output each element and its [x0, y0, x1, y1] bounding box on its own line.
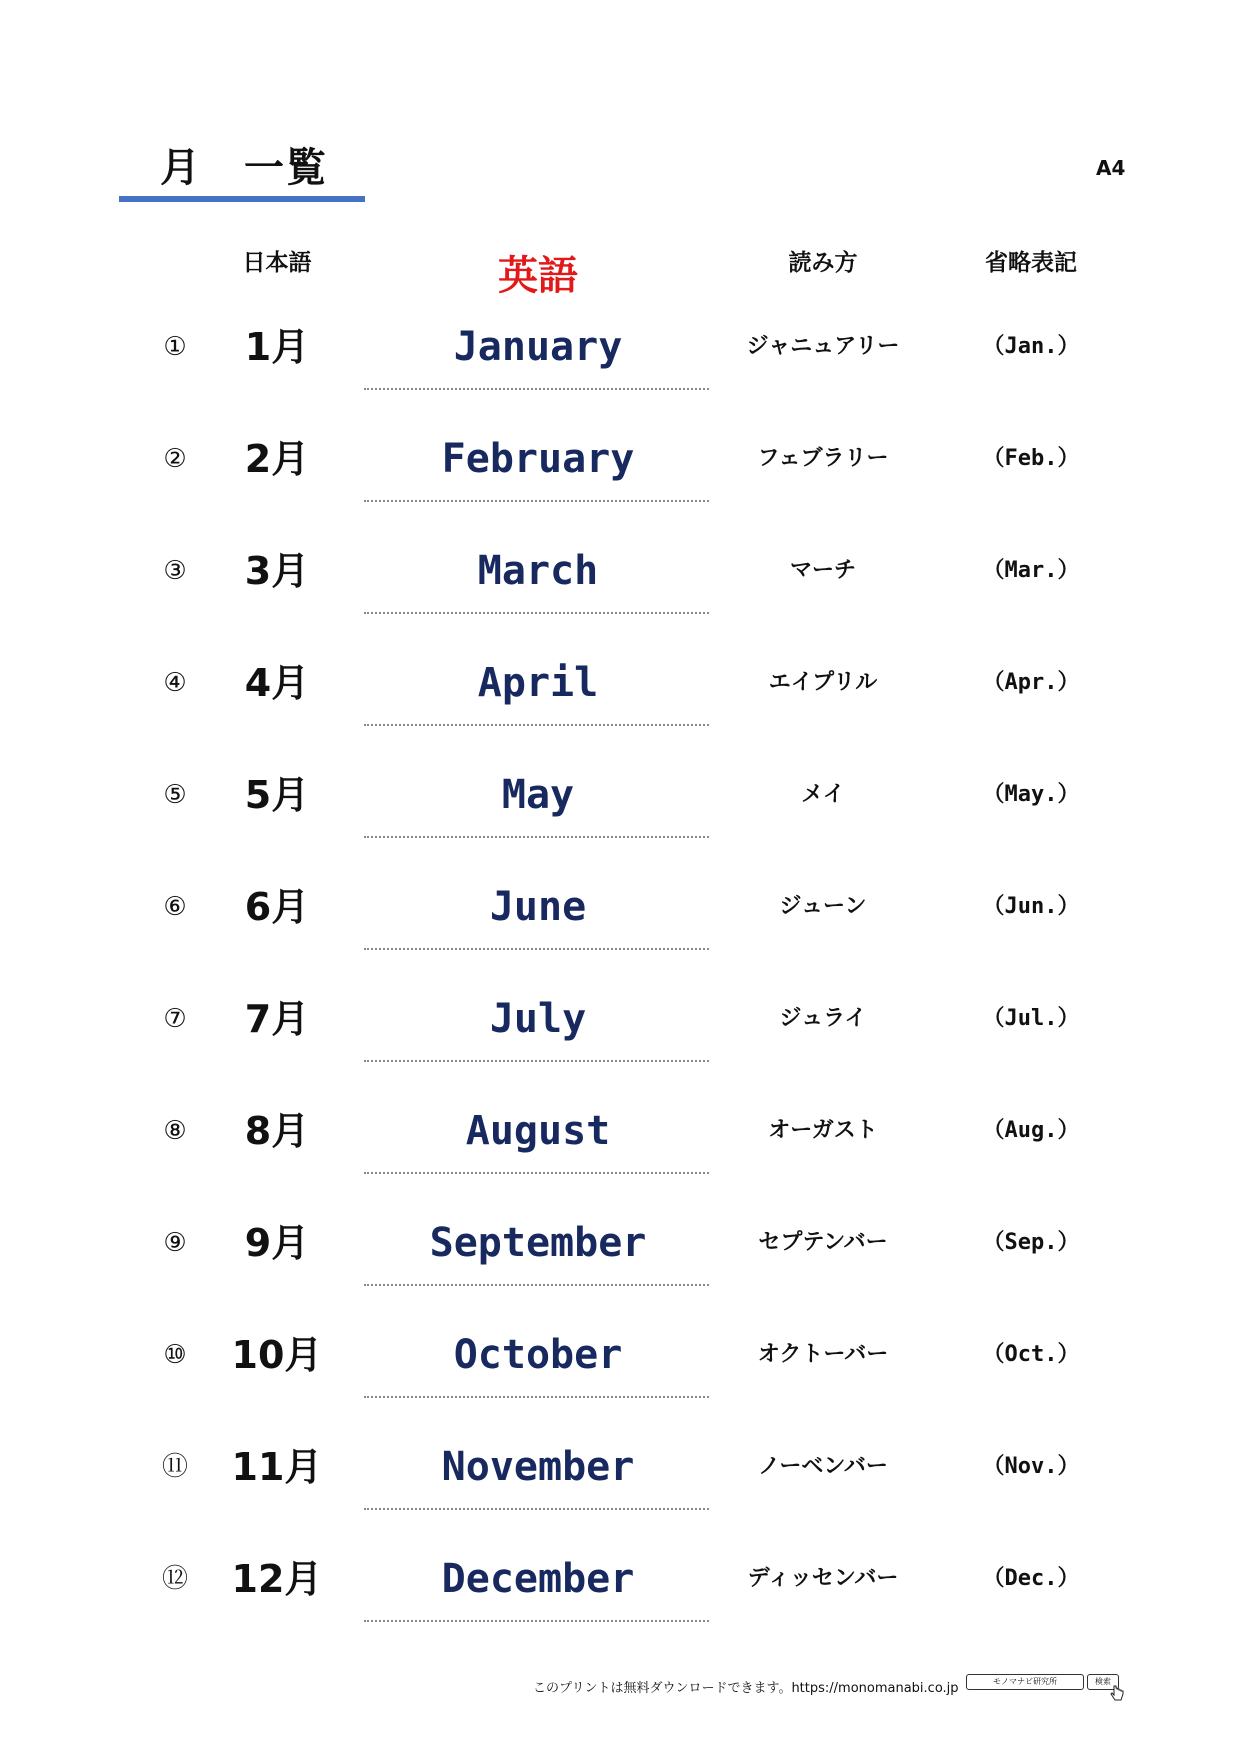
month-english: December: [441, 1556, 635, 1602]
month-abbreviation: （Mar.）: [982, 558, 1080, 583]
month-english: March: [477, 548, 599, 594]
month-reading: ディッセンバー: [747, 1566, 899, 1591]
writing-line: [364, 388, 709, 390]
table-row: [0, 424, 1241, 536]
month-japanese: 6月: [244, 885, 310, 929]
row-number: ⑧: [163, 1116, 187, 1146]
month-japanese: 4月: [244, 661, 310, 705]
month-abbreviation: （Sep.）: [982, 1230, 1080, 1255]
writing-line: [364, 1060, 709, 1062]
footer-text: このプリントは無料ダウンロードできます。https://monomanabi.co.jp: [533, 1681, 959, 1696]
month-reading: セプテンバー: [758, 1230, 888, 1255]
month-abbreviation: （Apr.）: [982, 670, 1080, 695]
month-reading: ジャニュアリー: [746, 334, 900, 359]
row-number: ⑫: [161, 1564, 189, 1594]
site-logo: モノマナビ研究所: [966, 1674, 1084, 1690]
pointer-hand-icon: [1110, 1685, 1124, 1703]
header-reading: 読み方: [788, 250, 858, 276]
month-english: September: [429, 1220, 647, 1266]
table-row: [0, 1096, 1241, 1208]
month-japanese: 9月: [244, 1221, 310, 1265]
row-number: ⑩: [163, 1340, 187, 1370]
month-reading: ノーベンバー: [758, 1454, 888, 1479]
writing-line: [364, 1172, 709, 1174]
month-abbreviation: （May.）: [982, 782, 1080, 807]
month-japanese: 3月: [244, 549, 310, 593]
month-reading: ジュライ: [779, 1006, 867, 1031]
header-abbreviation: 省略表記: [985, 250, 1077, 276]
writing-line: [364, 500, 709, 502]
header-english: 英語: [498, 253, 578, 299]
row-number: ⑦: [163, 1004, 187, 1034]
search-button[interactable]: 検索: [1087, 1674, 1119, 1690]
month-abbreviation: （Jan.）: [982, 334, 1080, 359]
month-abbreviation: （Nov.）: [982, 1454, 1080, 1479]
month-english: November: [441, 1444, 635, 1490]
month-english: July: [489, 996, 587, 1042]
writing-line: [364, 948, 709, 950]
month-english: June: [489, 884, 587, 930]
month-english: August: [465, 1108, 611, 1154]
table-row: [0, 1544, 1241, 1656]
table-row: [0, 312, 1241, 424]
month-abbreviation: （Jun.）: [982, 894, 1080, 919]
month-japanese: 10月: [231, 1333, 323, 1377]
writing-line: [364, 1284, 709, 1286]
month-reading: フェブラリー: [757, 446, 889, 471]
writing-line: [364, 1620, 709, 1622]
month-abbreviation: （Aug.）: [982, 1118, 1080, 1143]
month-reading: オクトーバー: [757, 1342, 889, 1367]
paper-size-label: A4: [1096, 156, 1126, 180]
month-reading: マーチ: [789, 558, 857, 583]
writing-line: [364, 1508, 709, 1510]
row-number: ⑨: [163, 1228, 187, 1258]
table-row: [0, 648, 1241, 760]
month-english: April: [477, 660, 599, 706]
row-number: ⑥: [163, 892, 187, 922]
month-japanese: 7月: [244, 997, 310, 1041]
row-number: ③: [163, 556, 187, 586]
month-english: October: [453, 1332, 623, 1378]
row-number: ①: [163, 332, 187, 362]
row-number: ⑪: [161, 1452, 189, 1482]
row-number: ④: [163, 668, 187, 698]
writing-line: [364, 1396, 709, 1398]
title-underline: [119, 196, 365, 202]
month-english: May: [501, 772, 575, 818]
table-row: [0, 536, 1241, 648]
table-row: [0, 984, 1241, 1096]
month-japanese: 11月: [231, 1445, 323, 1489]
month-abbreviation: （Jul.）: [982, 1006, 1080, 1031]
row-number: ②: [163, 444, 187, 474]
month-japanese: 5月: [244, 773, 310, 817]
month-english: January: [453, 324, 623, 370]
month-abbreviation: （Feb.）: [982, 446, 1080, 471]
month-reading: エイプリル: [768, 670, 878, 695]
writing-line: [364, 724, 709, 726]
month-english: February: [441, 436, 635, 482]
month-reading: オーガスト: [768, 1118, 878, 1143]
table-row: [0, 1320, 1241, 1432]
writing-line: [364, 612, 709, 614]
table-row: [0, 1208, 1241, 1320]
month-japanese: 8月: [244, 1109, 310, 1153]
month-japanese: 2月: [244, 437, 310, 481]
month-japanese: 1月: [244, 325, 310, 369]
header-japanese: 日本語: [242, 250, 312, 276]
month-abbreviation: （Oct.）: [982, 1342, 1080, 1367]
month-japanese: 12月: [231, 1557, 323, 1601]
month-reading: ジューン: [779, 894, 867, 919]
writing-line: [364, 836, 709, 838]
table-row: [0, 872, 1241, 984]
page-title: 月 一覧: [160, 145, 328, 191]
table-row: [0, 760, 1241, 872]
row-number: ⑤: [163, 780, 187, 810]
table-row: [0, 1432, 1241, 1544]
month-abbreviation: （Dec.）: [982, 1566, 1080, 1591]
month-reading: メイ: [801, 782, 845, 807]
